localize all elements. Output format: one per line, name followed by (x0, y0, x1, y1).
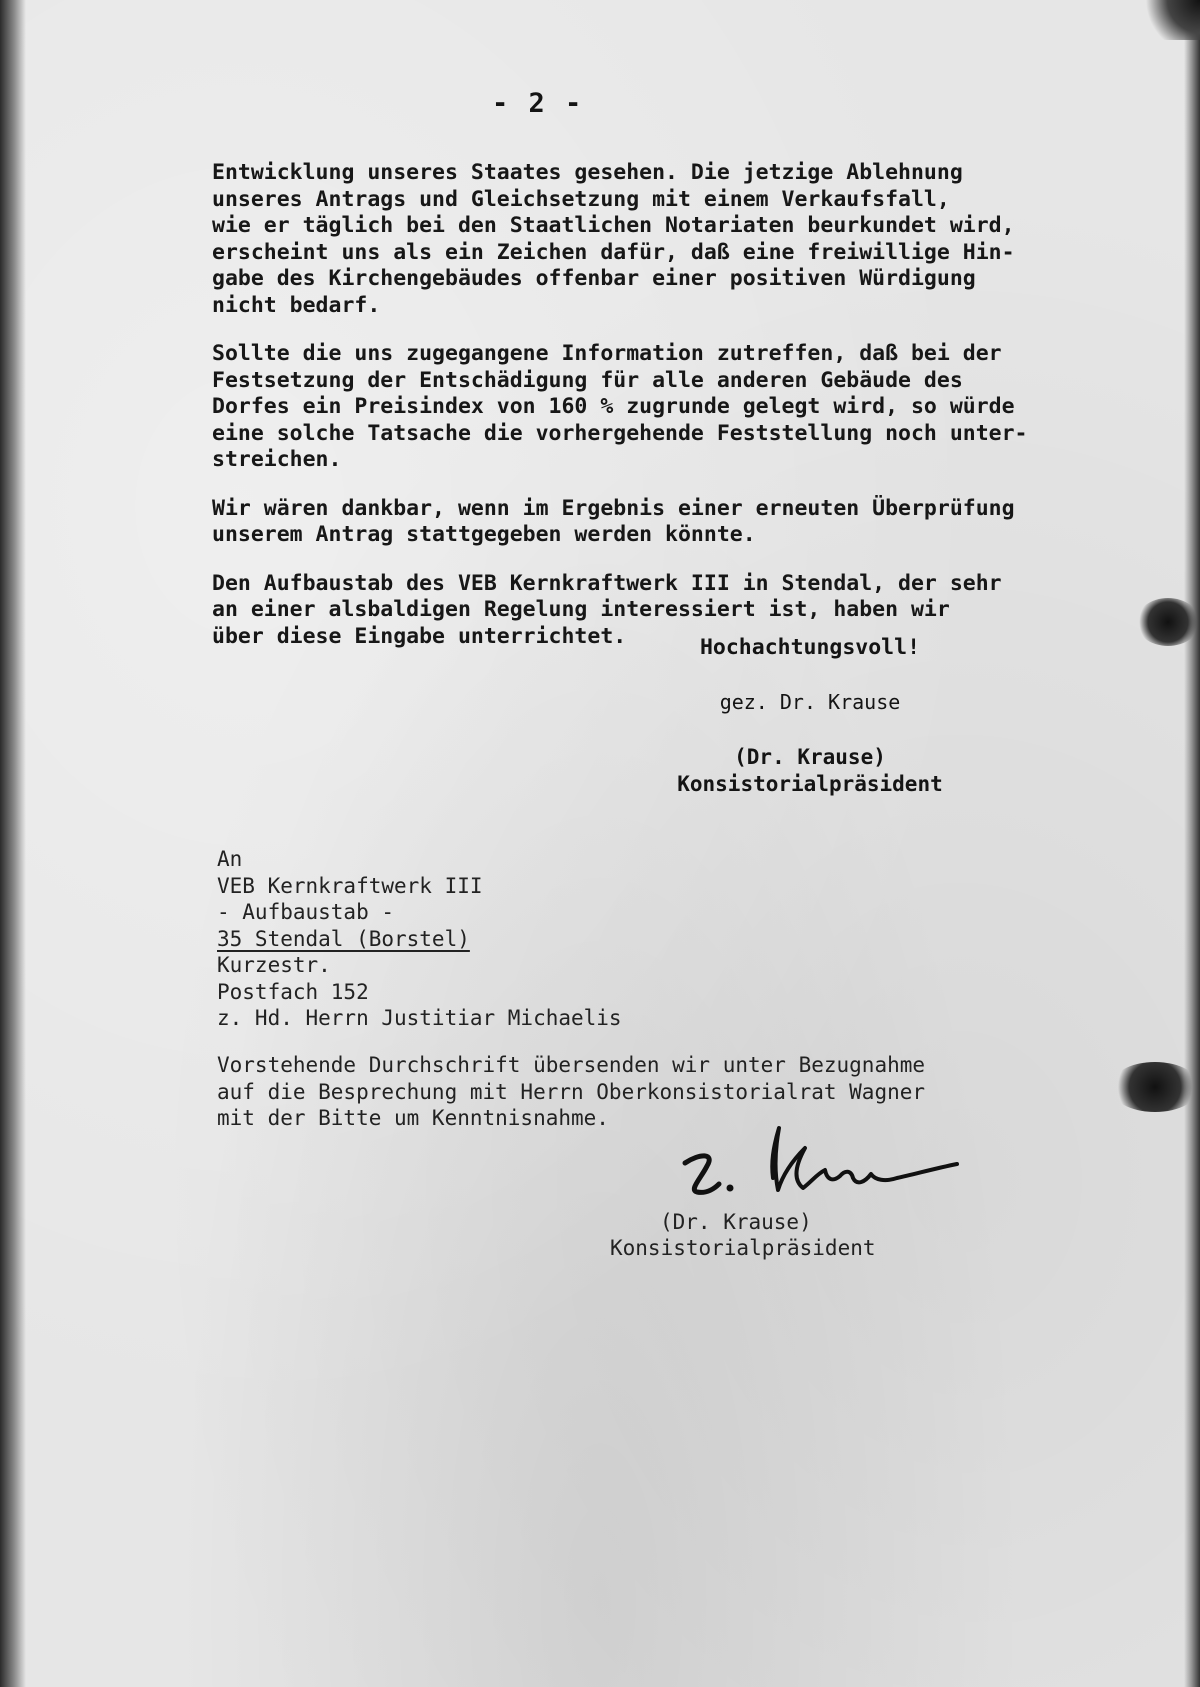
torn-right-edge (1184, 0, 1200, 1687)
paragraph: Sollte die uns zugegangene Information zutreffen, daß bei der Festsetzung der Entschädigung für alle anderen Gebäude des Dorfes ein Preisindex von 160 % zugrunde gelegt wird, so würde eine solche Tatsache die vorhergehende Feststellung noch unter- streichen. (212, 341, 1028, 472)
handwritten-signature (675, 1108, 965, 1208)
address-salutation: An (217, 847, 243, 871)
paragraph: Entwicklung unseres Staates gesehen. Die jetzige Ablehnung unseres Antrags und Gleichsetzung mit einem Verkaufsfall, wie er täglich bei den Staatlichen Notariaten beurkundet wird, erscheint uns als ein Zeichen dafür, daß eine freiwillige Hin- gabe des Kirchengebäudes offenbar einer positiven Würdigung nicht bedarf. (212, 160, 1015, 318)
signer-name: (Dr. Krause) (734, 745, 886, 769)
torn-corner (1140, 0, 1200, 40)
cover-note: Vorstehende Durchschrift übersenden wir unter Bezugnahme auf die Besprechung mit Herrn Oberkonsistorialrat Wagner mit der Bitte um Kenntnisnahme. (217, 1053, 926, 1130)
ink-blot (1110, 1062, 1200, 1112)
signed-line: gez. Dr. Krause (719, 690, 901, 714)
signature-title: Konsistorialpräsident (610, 1236, 876, 1260)
page-number: - 2 - (492, 88, 584, 119)
address-dept: - Aufbaustab - (217, 900, 395, 924)
paragraph: Den Aufbaustab des VEB Kernkraftwerk III in Stendal, der sehr an einer alsbaldigen Regelung interessiert ist, haben wir über diese Eingabe unterrichtet. (212, 570, 1002, 649)
address-city: 35 Stendal (Borstel) (217, 926, 470, 951)
closing: Hochachtungsvoll! (699, 635, 921, 660)
address-pobox: Postfach 152 (217, 979, 369, 1004)
address-street: Kurzestr. (217, 953, 331, 977)
address-org: VEB Kernkraftwerk III (217, 873, 483, 898)
signer-title: Konsistorialpräsident (677, 772, 943, 796)
torn-left-edge (0, 0, 26, 1687)
letter-body (212, 160, 1172, 672)
address-attention: z. Hd. Herrn Justitiar Michaelis (217, 1006, 622, 1030)
signature-name: (Dr. Krause) (660, 1210, 812, 1234)
recipient-address (217, 846, 622, 1032)
paragraph: Wir wären dankbar, wenn im Ergebnis einer erneuten Überprüfung unserem Antrag stattgegeben werden könnte. (212, 495, 1015, 547)
